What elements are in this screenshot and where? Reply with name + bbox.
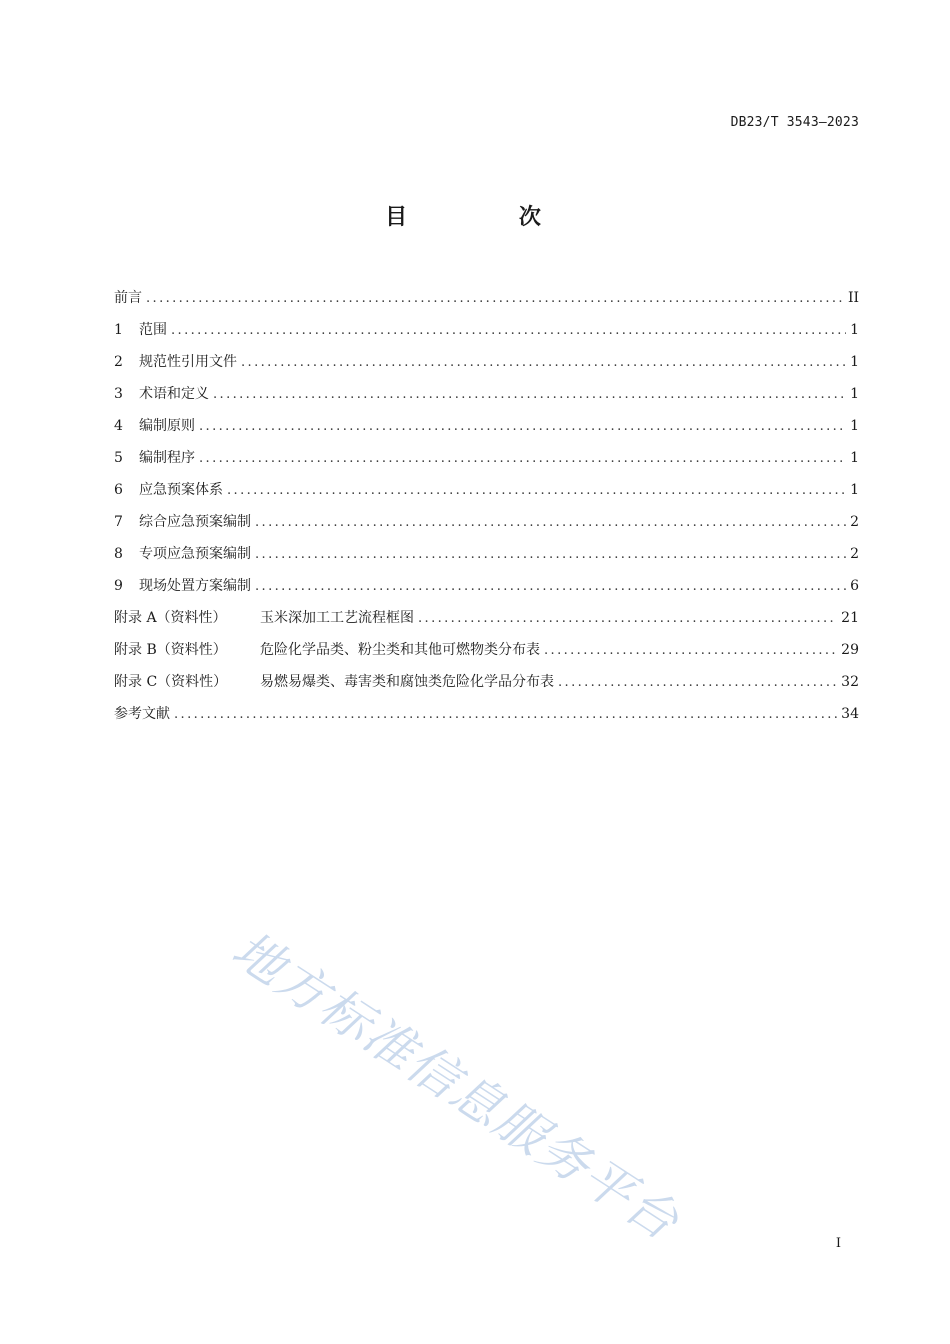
toc-appendix-label: 附录 C（资料性） xyxy=(114,674,228,690)
toc-entry-9[interactable] xyxy=(114,575,859,607)
toc-entry-title: 危险化学品类、粉尘类和其他可燃物类分布表 xyxy=(260,642,540,658)
toc-entry-label xyxy=(114,479,223,499)
toc-leader-dots xyxy=(227,483,846,498)
toc-entry-title: 综合应急预案编制 xyxy=(139,514,251,530)
toc-leader-dots xyxy=(171,323,846,338)
toc-entry-title: 玉米深加工工艺流程框图 xyxy=(260,610,414,626)
toc-entry-page: II xyxy=(847,290,859,306)
toc-title: 目 次 xyxy=(385,205,593,230)
toc-entry-page: 34 xyxy=(841,706,859,722)
toc-entry-label xyxy=(114,543,251,563)
toc-entry-label xyxy=(114,447,195,467)
toc-entry-title: 规范性引用文件 xyxy=(139,354,237,370)
toc-entry-7[interactable] xyxy=(114,511,859,543)
toc-leader-dots xyxy=(174,707,837,722)
toc-leader-dots xyxy=(199,451,846,466)
toc-entry-title: 应急预案体系 xyxy=(139,482,223,498)
toc-entry-title: 编制原则 xyxy=(139,418,195,434)
toc-entry-title: 前言 xyxy=(114,290,142,306)
toc-entry-label xyxy=(114,511,251,531)
toc-entry-label xyxy=(114,351,237,371)
toc-entry-3[interactable] xyxy=(114,383,859,415)
toc-entry-page: 32 xyxy=(841,674,859,690)
toc-entry-2[interactable] xyxy=(114,351,859,383)
toc-entry-number: 8 xyxy=(114,546,123,562)
toc-leader-dots xyxy=(213,387,846,402)
page-number: I xyxy=(835,1236,841,1251)
toc-entry-page: 21 xyxy=(841,610,859,626)
toc-entry-number: 1 xyxy=(114,322,123,338)
toc-entry-number: 3 xyxy=(114,386,123,402)
toc-entry-page: 1 xyxy=(850,322,859,338)
toc-entry-number: 4 xyxy=(114,418,123,434)
table-of-contents xyxy=(114,287,859,735)
toc-leader-dots xyxy=(255,547,846,562)
toc-entry-label xyxy=(114,639,540,659)
toc-entry-title: 易燃易爆类、毒害类和腐蚀类危险化学品分布表 xyxy=(260,674,554,690)
toc-entry-4[interactable] xyxy=(114,415,859,447)
toc-entry-page: 2 xyxy=(850,546,859,562)
toc-entry-8[interactable] xyxy=(114,543,859,575)
toc-entry-1[interactable] xyxy=(114,319,859,351)
toc-entry-6[interactable] xyxy=(114,479,859,511)
toc-leader-dots xyxy=(255,515,846,530)
toc-entry-page: 1 xyxy=(850,386,859,402)
toc-appendix-label: 附录 B（资料性） xyxy=(114,642,227,658)
toc-entry-page: 1 xyxy=(850,482,859,498)
toc-entry-references[interactable] xyxy=(114,703,859,735)
document-code: DB23/T 3543—2023 xyxy=(730,115,859,130)
toc-entry-number: 5 xyxy=(114,450,123,466)
toc-entry-label xyxy=(114,671,554,691)
toc-entry-number: 6 xyxy=(114,482,123,498)
toc-entry-label xyxy=(114,575,251,595)
toc-entry-label xyxy=(114,415,195,435)
toc-entry-label xyxy=(114,607,414,627)
toc-entry-5[interactable] xyxy=(114,447,859,479)
toc-leader-dots xyxy=(544,643,837,658)
toc-entry-label xyxy=(114,319,167,339)
toc-entry-number: 9 xyxy=(114,578,123,594)
toc-entry-appendix-c[interactable] xyxy=(114,671,859,703)
toc-entry-title: 现场处置方案编制 xyxy=(139,578,251,594)
toc-leader-dots xyxy=(199,419,846,434)
toc-entry-appendix-b[interactable] xyxy=(114,639,859,671)
toc-leader-dots xyxy=(558,675,837,690)
toc-entry-page: 2 xyxy=(850,514,859,530)
toc-entry-label xyxy=(114,383,209,403)
toc-entry-page: 1 xyxy=(850,354,859,370)
toc-entry-page: 6 xyxy=(850,578,859,594)
toc-entry-title: 参考文献 xyxy=(114,706,170,722)
toc-leader-dots xyxy=(418,611,837,626)
toc-entry-title: 术语和定义 xyxy=(139,386,209,402)
toc-entry-title: 范围 xyxy=(139,322,167,338)
toc-entry-number: 2 xyxy=(114,354,123,370)
toc-entry-title: 编制程序 xyxy=(139,450,195,466)
toc-entry-page: 1 xyxy=(850,450,859,466)
toc-entry-appendix-a[interactable] xyxy=(114,607,859,639)
toc-leader-dots xyxy=(255,579,846,594)
toc-entry-page: 1 xyxy=(850,418,859,434)
toc-entry-title: 专项应急预案编制 xyxy=(139,546,251,562)
toc-leader-dots xyxy=(241,355,846,370)
watermark: 地方标准信息服务平台 xyxy=(222,920,690,1252)
toc-leader-dots xyxy=(146,291,844,306)
toc-entry-number: 7 xyxy=(114,514,123,530)
toc-entry-foreword[interactable] xyxy=(114,287,859,319)
toc-appendix-label: 附录 A（资料性） xyxy=(114,610,227,626)
toc-entry-page: 29 xyxy=(841,642,859,658)
